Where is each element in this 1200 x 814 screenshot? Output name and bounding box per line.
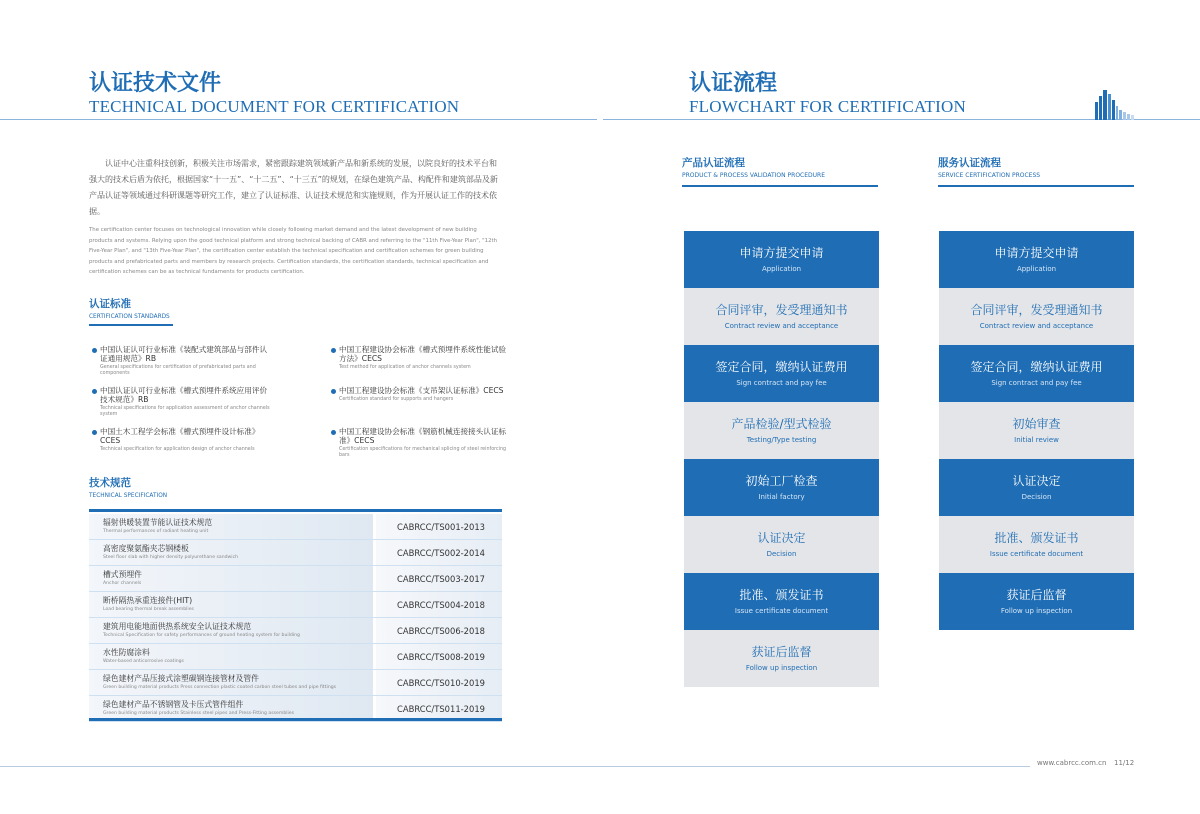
standard-item-cn: 中国工程建设协会标准《槽式预埋件系统性能试验方法》CECS bbox=[339, 345, 507, 363]
spec-name-en: Water-based anticorrosive coatings bbox=[103, 659, 184, 664]
right-title-cn: 认证流程 bbox=[689, 71, 778, 96]
spec-name-en: Anchor channels bbox=[103, 581, 142, 586]
flow-step bbox=[939, 288, 1134, 345]
spec-code: CABRCC/TS001-2013 bbox=[397, 522, 485, 532]
flow-step-cn: 初始工厂检查 bbox=[745, 473, 818, 488]
flow-step bbox=[684, 231, 879, 288]
bullet-icon bbox=[92, 348, 97, 353]
table-row bbox=[89, 514, 502, 540]
spec-name-cn: 高密度聚氨酯夹芯钢楼板 bbox=[103, 544, 189, 553]
flow-step-cn: 认证决定 bbox=[757, 530, 806, 545]
standard-item-en: Certification standard for supports and hangers bbox=[339, 397, 454, 402]
standard-item-en: Certification specifications for mechanical splicing of steel reinforcing bars bbox=[339, 447, 507, 458]
intro-text-cn: 认证中心注重科技创新，积极关注市场需求，紧密跟踪建筑领域新产品和新系统的发展，以院良好的技术平台和强大的技术后盾为依托，根据国家“十一五”、“十二五”、“十三五”的规划，在绿色建筑产品、构配件和建筑部品及新产品认证等领域通过科研课题等研究工作，建立了认证标准、认证技术规范和实施规则，作为开展认证工作的技术依据。 bbox=[89, 159, 498, 216]
flow-step bbox=[684, 402, 879, 459]
standards-underline bbox=[89, 324, 173, 326]
spec-code: CABRCC/TS004-2018 bbox=[397, 600, 485, 610]
flow-step-en: Contract review and acceptance bbox=[979, 321, 1094, 330]
spec-name-en: Thermal performances of radiant heating unit bbox=[103, 529, 209, 534]
bullet-icon bbox=[92, 389, 97, 394]
specs-bottom-rule bbox=[89, 718, 502, 721]
spec-name-en: Steel floor slab with higher density polyurethane sandwich bbox=[103, 555, 239, 560]
flow-step-cn: 申请方提交申请 bbox=[739, 245, 824, 260]
standard-item-cn: 中国工程建设协会标准《支吊架认证标准》CECS bbox=[339, 386, 504, 395]
service-flowchart bbox=[939, 231, 1134, 630]
flow-step bbox=[939, 345, 1134, 402]
page-numbers: 11/12 bbox=[1114, 759, 1135, 767]
spec-name-en: Load bearing thermal break assemblies bbox=[103, 607, 194, 612]
specs-top-rule bbox=[89, 509, 502, 512]
flow-step-cn: 批准、颁发证书 bbox=[994, 530, 1079, 545]
flow-step-en: Issue certificate document bbox=[989, 549, 1084, 558]
standards-title-cn: 认证标准 bbox=[89, 298, 131, 310]
standard-item bbox=[92, 427, 272, 453]
table-row bbox=[89, 618, 502, 644]
flow-step-en: Initial factory bbox=[758, 492, 805, 501]
flow-step-en: Follow up inspection bbox=[745, 663, 818, 672]
flow-step-en: Decision bbox=[766, 549, 797, 558]
specs-title-cn: 技术规范 bbox=[89, 477, 131, 489]
spec-code: CABRCC/TS010-2019 bbox=[397, 678, 485, 688]
flow-step-cn: 合同评审，发受理通知书 bbox=[970, 302, 1103, 317]
spec-name-cn: 绿色建材产品压接式涂塑碳钢连接管材及管件 bbox=[103, 674, 259, 683]
flow-step-cn: 初始审查 bbox=[1012, 416, 1061, 431]
flow-step bbox=[684, 288, 879, 345]
flow-step-cn: 获证后监督 bbox=[1006, 587, 1067, 602]
flow-step-en: Sign contract and pay fee bbox=[736, 378, 827, 387]
service-flow-title-en: SERVICE CERTIFICATION PROCESS bbox=[938, 172, 1041, 179]
standard-item-en: Technical specification for application design of anchor channels bbox=[100, 447, 255, 452]
flow-step bbox=[684, 459, 879, 516]
spec-name-en: Technical Specification for safety performances of ground heating system for building bbox=[103, 633, 300, 638]
flow-step-cn: 批准、颁发证书 bbox=[739, 587, 824, 602]
flow-step-cn: 合同评审，发受理通知书 bbox=[715, 302, 848, 317]
flow-step bbox=[684, 630, 879, 687]
spec-code: CABRCC/TS006-2018 bbox=[397, 626, 485, 636]
flow-step-en: Contract review and acceptance bbox=[724, 321, 839, 330]
standard-item bbox=[331, 427, 511, 459]
flow-step bbox=[684, 573, 879, 630]
standard-item bbox=[331, 345, 511, 371]
intro-text-en: The certification center focuses on technological innovation while closely following market demand and the latest development of new building products and systems. Relying upon the good technical platform and strong technical backing of CABR and referring to the "11th Five-Year Plan", "12th Five-Year Plan", and "13th Five-Year Plan", the certification center establish the technical specification and certification schemes for green building products and prefabricated parts and members by research projects. Certification standards, the certification standards, technical specification and certification schemes can be as technical fundaments for products certification. bbox=[89, 227, 498, 275]
standards-title-en: CERTIFICATION STANDARDS bbox=[89, 314, 170, 320]
left-title-en: TECHNICAL DOCUMENT FOR CERTIFICATION bbox=[89, 97, 460, 116]
specs-table bbox=[89, 514, 502, 722]
flow-step-en: Initial review bbox=[1014, 435, 1059, 444]
table-row bbox=[89, 644, 502, 670]
flow-step bbox=[939, 573, 1134, 630]
spec-code: CABRCC/TS011-2019 bbox=[397, 704, 485, 714]
standard-item-en: Test method for application of anchor channels system bbox=[339, 365, 471, 370]
service-flow-title-cn: 服务认证流程 bbox=[938, 157, 1001, 169]
standard-item-en: Technical specifications for application assessment of anchor channels system bbox=[100, 406, 270, 417]
flow-step-en: Follow up inspection bbox=[1000, 606, 1073, 615]
flow-step-cn: 产品检验/型式检验 bbox=[731, 416, 832, 431]
standard-item bbox=[92, 386, 272, 418]
bullet-icon bbox=[331, 430, 336, 435]
spec-code: CABRCC/TS008-2019 bbox=[397, 652, 485, 662]
specs-title-en: TECHNICAL SPECIFICATION bbox=[89, 493, 168, 499]
standard-item-cn: 中国土木工程学会标准《槽式预埋件设计标准》CCES bbox=[100, 427, 260, 445]
flow-step bbox=[684, 345, 879, 402]
flow-step-cn: 获证后监督 bbox=[751, 644, 812, 659]
service-flow-underline bbox=[938, 185, 1134, 187]
product-flow-title-cn: 产品认证流程 bbox=[682, 157, 745, 169]
flow-step-en: Issue certificate document bbox=[734, 606, 829, 615]
standard-item-cn: 中国认证认可行业标准《装配式建筑部品与部件认证通用规范》RB bbox=[100, 345, 268, 363]
spec-name-en: Green building material products Stainless steel pipes and Press-Fitting assemblies bbox=[103, 711, 295, 716]
footer-rule bbox=[0, 766, 1030, 767]
flow-step-cn: 签定合同，缴纳认证费用 bbox=[970, 359, 1103, 374]
flow-step bbox=[939, 459, 1134, 516]
standard-item bbox=[92, 345, 272, 377]
standard-item-en: General specifications for certification of prefabricated parts and components bbox=[100, 365, 256, 376]
flow-step-en: Application bbox=[1016, 264, 1057, 273]
flow-step bbox=[684, 516, 879, 573]
right-title-en: FLOWCHART FOR CERTIFICATION bbox=[689, 97, 966, 116]
standard-item-cn: 中国工程建设协会标准《钢筋机械连接接头认证标准》CECS bbox=[339, 427, 507, 445]
bullet-icon bbox=[331, 348, 336, 353]
product-flow-underline bbox=[682, 185, 878, 187]
spec-code: CABRCC/TS002-2014 bbox=[397, 548, 485, 558]
spec-name-cn: 绿色建材产品不锈钢管及卡压式管件组件 bbox=[103, 700, 244, 709]
flow-step bbox=[939, 231, 1134, 288]
left-header-rule bbox=[0, 119, 597, 120]
product-flowchart bbox=[684, 231, 879, 687]
flow-step-en: Decision bbox=[1021, 492, 1052, 501]
flow-step-cn: 申请方提交申请 bbox=[994, 245, 1079, 260]
spec-code: CABRCC/TS003-2017 bbox=[397, 574, 485, 584]
flow-step bbox=[939, 402, 1134, 459]
flow-step-cn: 认证决定 bbox=[1012, 473, 1061, 488]
flow-step-cn: 签定合同，缴纳认证费用 bbox=[715, 359, 848, 374]
spec-name-cn: 辐射供暖装置节能认证技术规范 bbox=[103, 518, 213, 527]
building-logo-icon bbox=[1093, 88, 1139, 120]
table-row bbox=[89, 540, 502, 566]
standard-item bbox=[331, 386, 511, 403]
flow-step-en: Application bbox=[761, 264, 802, 273]
flow-step-en: Testing/Type testing bbox=[746, 435, 817, 444]
flow-step-en: Sign contract and pay fee bbox=[991, 378, 1082, 387]
table-row bbox=[89, 670, 502, 696]
flow-step bbox=[939, 516, 1134, 573]
table-row bbox=[89, 592, 502, 618]
bullet-icon bbox=[92, 430, 97, 435]
left-title-cn: 认证技术文件 bbox=[89, 71, 222, 96]
spec-name-cn: 断桥隔热承重连接件(HIT) bbox=[103, 596, 193, 605]
spec-name-cn: 水性防腐涂料 bbox=[103, 648, 150, 657]
standard-item-cn: 中国认证认可行业标准《槽式预埋件系统应用评价技术规范》RB bbox=[100, 386, 268, 404]
spec-name-cn: 建筑用电能地面供热系统安全认证技术规范 bbox=[103, 622, 252, 631]
product-flow-title-en: PRODUCT & PROCESS VALIDATION PROCEDURE bbox=[682, 172, 825, 179]
table-row bbox=[89, 566, 502, 592]
spec-name-cn: 槽式预埋件 bbox=[103, 570, 142, 579]
bullet-icon bbox=[331, 389, 336, 394]
spec-name-en: Green building material products Press connection plastic coated carbon steel tubes and pipe fittings bbox=[103, 685, 337, 690]
footer-url: www.cabrcc.com.cn bbox=[1037, 759, 1107, 767]
